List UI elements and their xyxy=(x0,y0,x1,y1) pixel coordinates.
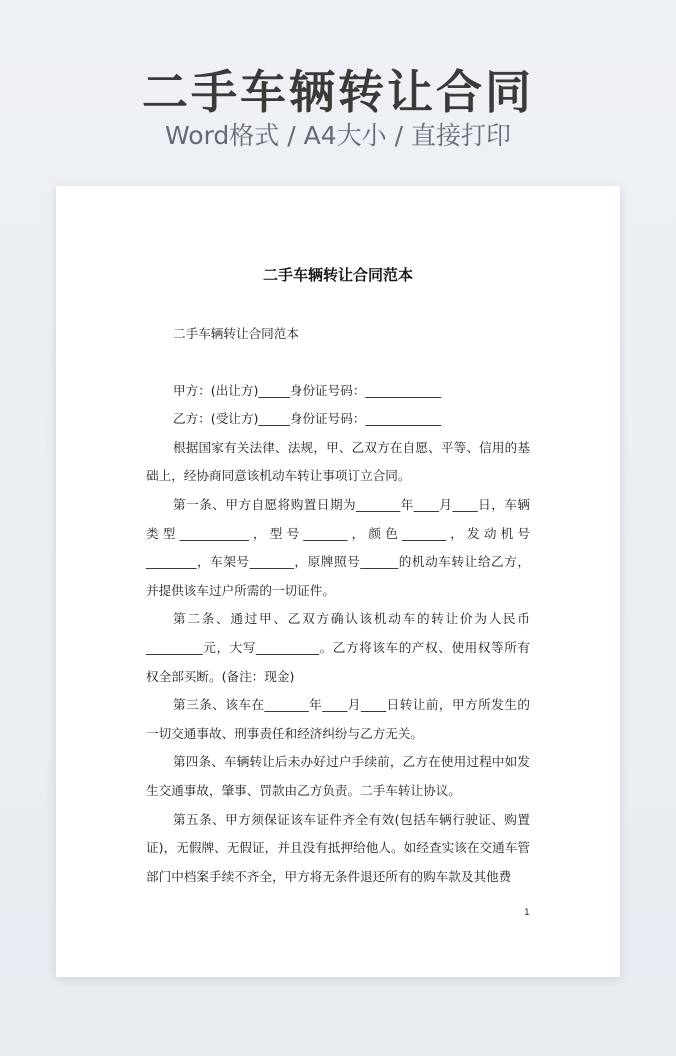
banner-title: 二手车辆转让合同 xyxy=(142,65,534,119)
banner-subtitle: Word格式 / A4大小 / 直接打印 xyxy=(165,121,511,150)
document-subtitle: 二手车辆转让合同范本 xyxy=(173,326,299,341)
article-1-paragraph: 第一条、甲方自愿将购置日期为_______年____月____日，车辆类型___________，型号_______，颜色_______，发动机号________，车架号_______，原牌照号______的机动车转让给乙方，并提供该车过户所需的一切证件。 xyxy=(146,496,530,598)
article-3-paragraph: 第三条、该车在_______年____月____日转让前，甲方所发生的一切交通事故、刑事责任和经济纠纷与乙方无关。 xyxy=(146,697,530,741)
document-title: 二手车辆转让合同范本 xyxy=(262,266,413,284)
article-2-paragraph: 第二条、通过甲、乙双方确认该机动车的转让价为人民币_________元，大写__________。乙方将该车的产权、使用权等所有权全部买断。(备注：现金) xyxy=(146,611,530,684)
page-number: 1 xyxy=(524,908,530,918)
article-4-paragraph: 第四条、车辆转让后未办好过户手续前，乙方在使用过程中如发生交通事故，肇事、罚款由乙方负责。二手车转让协议。 xyxy=(146,754,530,798)
document-page xyxy=(56,186,620,977)
article-5-paragraph: 第五条、甲方须保证该车证件齐全有效(包括车辆行驶证、购置证)，无假牌、无假证，并且没有抵押给他人。如经查实该在交通车管部门中档案手续不齐全，甲方将无条件退还所有的购车款及其他费 xyxy=(146,811,530,884)
preamble-paragraph: 根据国家有关法律、法规，甲、乙双方在自愿、平等、信用的基础上，经协商同意该机动车转让事项订立合同。 xyxy=(146,439,530,484)
document-body xyxy=(146,320,530,891)
party-b-line: 乙方：(受让方)_____身份证号码：____________ xyxy=(173,411,441,427)
party-a-line: 甲方：(出让方)_____身份证号码：____________ xyxy=(173,382,441,398)
